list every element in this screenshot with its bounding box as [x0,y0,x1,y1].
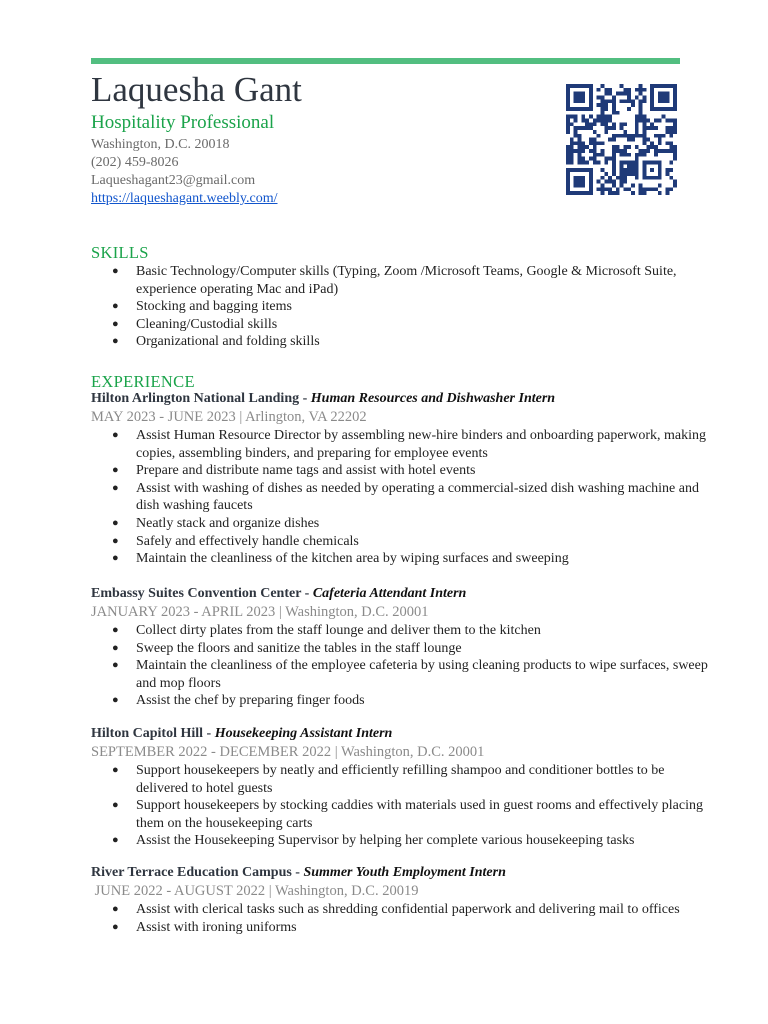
experience-heading: EXPERIENCE [91,372,195,391]
job-role: Housekeeping Assistant Intern [214,726,393,741]
skills-heading: SKILLS [91,243,149,262]
qr-code-icon [566,84,677,195]
list-item: ● Assist the Housekeeping Supervisor by helping her complete various housekeeping tasks [91,832,716,850]
list-item: ● Assist with washing of dishes as needed by operating a commercial-sized dish washing machine and dish washing faucets [91,480,716,515]
list-item: ● Organizational and folding skills [91,333,716,351]
job-bullets [91,622,716,710]
list-item: ● Cleaning/Custodial skills [91,316,716,334]
email: Laqueshagant23@gmail.com [91,173,256,188]
list-item: ● Collect dirty plates from the staff lounge and deliver them to the kitchen [91,622,716,640]
job-entry [91,585,716,710]
job-header [91,390,716,408]
job-employer: Embassy Suites Convention Center - [91,586,313,601]
list-item: ● Maintain the cleanliness of the kitchen area by wiping surfaces and sweeping [91,550,716,568]
list-item: ● Maintain the cleanliness of the employee cafeteria by using cleaning products to wipe surfaces, sweep and mop floors [91,657,716,692]
list-item: ● Support housekeepers by stocking caddies with materials used in guest rooms and effectively placing them on the housekeeping carts [91,797,716,832]
professional-title: Hospitality Professional [91,112,275,133]
job-role: Summer Youth Employment Intern [303,865,506,880]
website-link[interactable]: https://laqueshagant.weebly.com/ [91,191,278,206]
job-employer: River Terrace Education Campus - [91,865,304,880]
list-item: ● Support housekeepers by neatly and efficiently refilling shampoo and conditioner bottles to be delivered to hotel guests [91,762,716,797]
job-bullets [91,427,716,568]
job-employer: Hilton Capitol Hill - [91,726,215,741]
job-role: Cafeteria Attendant Intern [312,586,467,601]
job-entry [91,390,716,568]
job-entry [91,864,716,936]
candidate-name: Laquesha Gant [91,70,302,109]
list-item: ● Assist Human Resource Director by assembling new-hire binders and onboarding paperwork, making copies, assembling binders, and preparing for employee events [91,427,716,462]
job-date: JANUARY 2023 - APRIL 2023 | Washington, D.C. 20001 [91,604,429,620]
list-item: ● Safely and effectively handle chemicals [91,533,716,551]
job-entry [91,725,716,850]
job-date: JUNE 2022 - AUGUST 2022 | Washington, D.C. 20019 [91,883,419,899]
list-item: ● Neatly stack and organize dishes [91,515,716,533]
job-bullets [91,762,716,850]
top-accent-bar [91,58,680,64]
job-header [91,864,716,882]
list-item: ● Stocking and bagging items [91,298,716,316]
job-header [91,725,716,743]
job-employer: Hilton Arlington National Landing - [91,391,311,406]
job-date: SEPTEMBER 2022 - DECEMBER 2022 | Washington, D.C. 20001 [91,744,485,760]
list-item: ● Assist with ironing uniforms [91,919,716,937]
list-item: ● Prepare and distribute name tags and assist with hotel events [91,462,716,480]
list-item: ● Assist with clerical tasks such as shredding confidential paperwork and delivering mail to offices [91,901,716,919]
contact-block [91,136,278,208]
job-date: MAY 2023 - JUNE 2023 | Arlington, VA 22202 [91,409,367,425]
list-item: ● Basic Technology/Computer skills (Typing, Zoom /Microsoft Teams, Google & Microsoft Suite, experience operating Mac and iPad) [91,263,716,298]
skills-list [91,263,716,351]
job-role: Human Resources and Dishwasher Intern [310,391,556,406]
list-item: ● Sweep the floors and sanitize the tables in the staff lounge [91,640,716,658]
list-item: ● Assist the chef by preparing finger foods [91,692,716,710]
skills-section [91,263,716,351]
job-bullets [91,901,716,936]
job-header [91,585,716,603]
phone: (202) 459-8026 [91,155,179,170]
location: Washington, D.C. 20018 [91,137,230,152]
